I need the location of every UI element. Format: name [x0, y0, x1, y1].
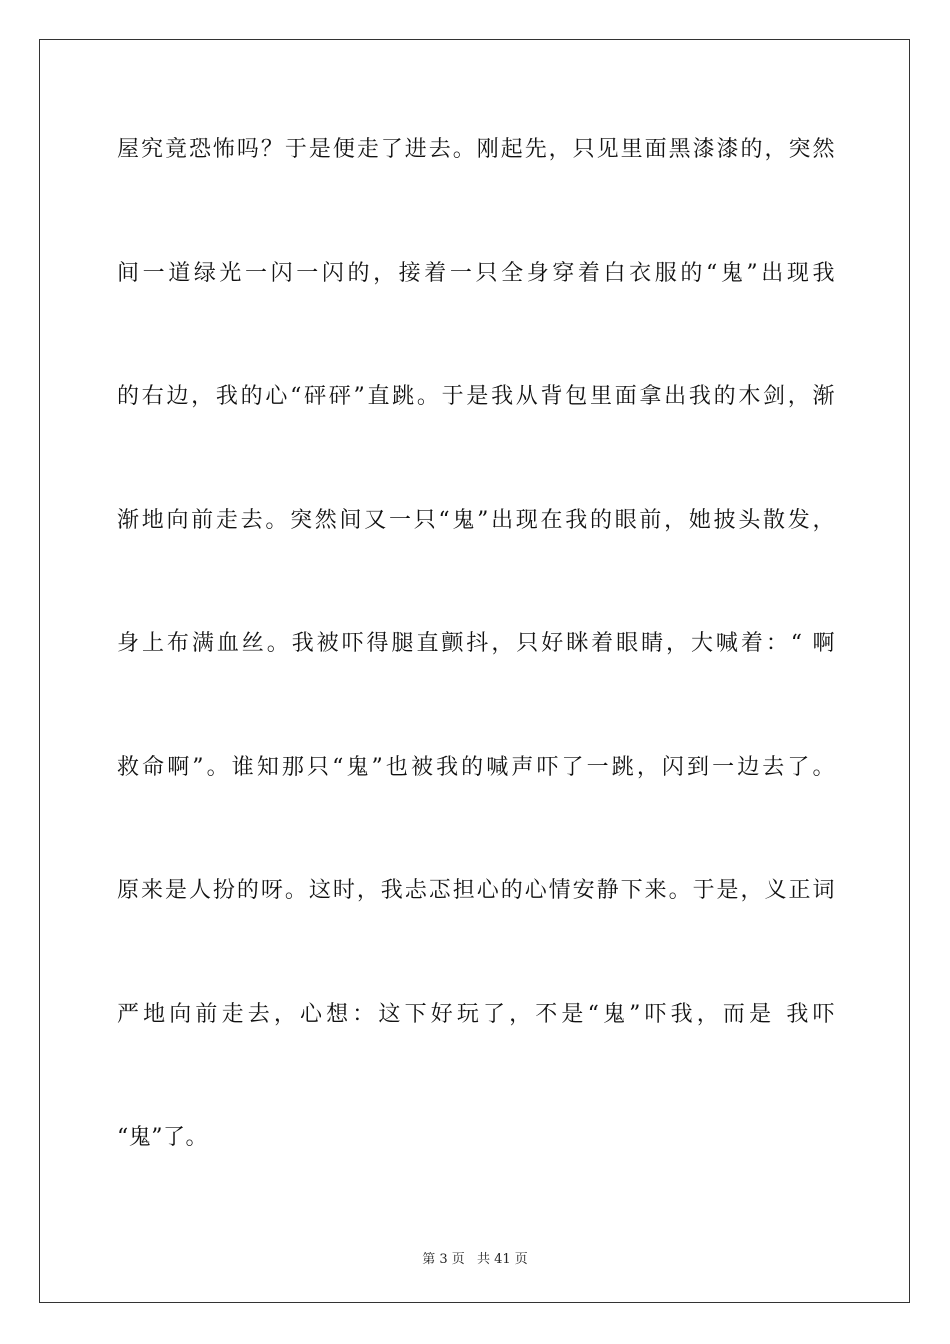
text-line-9: “鬼”了。: [117, 1125, 208, 1150]
text-line-2: 间一道绿光一闪一闪的，接着一只全身穿着白衣服的“鬼”出现我: [117, 260, 835, 286]
text-line-5: 身上布满血丝。我被吓得腿直颤抖，只好眯着眼睛，大喊着：“ 啊: [117, 631, 835, 656]
text-line-8: 严地向前走去，心想：这下好玩了，不是“鬼”吓我，而是 我吓: [117, 1001, 835, 1027]
text-line-3: 的右边，我的心“砰砰”直跳。于是我从背包里面拿出我的木剑，渐: [117, 384, 835, 409]
text-line-1: 屋究竟恐怖吗？于是便走了进去。刚起先，只见里面黑漆漆的，突然: [117, 137, 835, 162]
document-body: [117, 127, 835, 1239]
text-line-6: 救命啊”。谁知那只“鬼”也被我的喊声吓了一跳，闪到一边去了。: [117, 754, 835, 780]
text-line-4: 渐地向前走去。突然间又一只“鬼”出现在我的眼前，她披头散发，: [117, 507, 835, 533]
total-pages-label: 共 41 页: [476, 1252, 528, 1267]
text-line-7: 原来是人扮的呀。这时，我忐忑担心的心情安静下来。于是，义正词: [117, 878, 835, 903]
page-footer: [0, 1248, 950, 1267]
current-page-label: 第 3 页: [422, 1252, 465, 1267]
